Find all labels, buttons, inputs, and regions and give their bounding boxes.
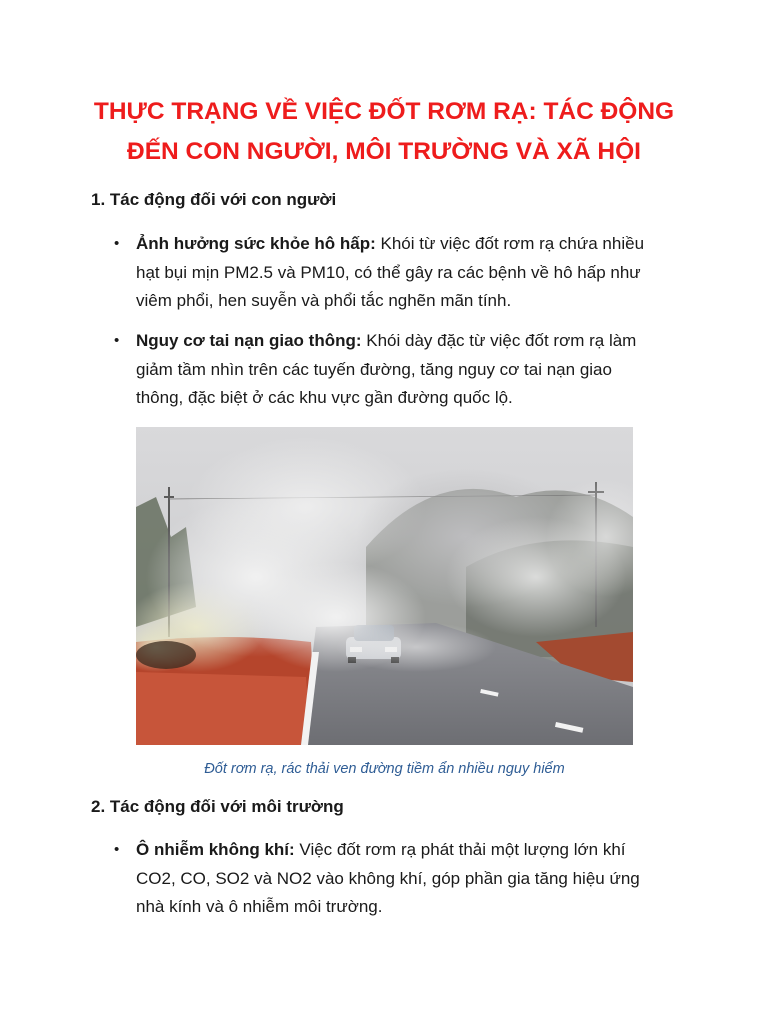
bullet-text-line: Khói từ việc đốt rơm rạ chứa nhiều: [380, 234, 645, 253]
bullet-dot: •: [114, 841, 120, 858]
bullet-dot: •: [114, 235, 120, 252]
smoke-road-photo: [136, 427, 633, 745]
title-line-1: THỰC TRẠNG VỀ VIỆC ĐỐT RƠM RẠ: TÁC ĐỘNG: [93, 98, 675, 125]
bullet-label: Ảnh hưởng sức khỏe hô hấp:: [136, 234, 376, 253]
bullet-text-line: nhà kính và ô nhiễm môi trường.: [136, 897, 383, 916]
bullet-item-traffic-accident: [114, 327, 696, 413]
section-1-heading: 1. Tác động đối với con người: [91, 190, 337, 209]
bullet-text-line: Khói dày đặc từ việc đốt rơm rạ làm: [366, 331, 637, 350]
bullet-text-line: viêm phổi, hen suyễn và phổi tắc nghẽn mãn tính.: [136, 291, 512, 310]
title-line-2: ĐẾN CON NGƯỜI, MÔI TRƯỜNG VÀ XÃ HỘI: [127, 138, 641, 165]
bullet-item-air-pollution: [114, 836, 696, 922]
bullet-item-respiratory-health: [114, 230, 696, 316]
bullet-text-line: thông, đặc biệt ở các khu vực gần đường quốc lộ.: [136, 388, 513, 407]
bullet-label: Nguy cơ tai nạn giao thông:: [136, 331, 362, 350]
bullet-text-line: giảm tầm nhìn trên các tuyến đường, tăng nguy cơ tai nạn giao: [136, 359, 612, 379]
page-title: [60, 92, 708, 172]
bullet-text-line: Việc đốt rơm rạ phát thải một lượng lớn khí: [299, 840, 626, 859]
bullet-text-line: CO2, CO, SO2 và NO2 vào không khí, góp phần gia tăng hiệu ứng: [136, 868, 640, 888]
photo-caption: Đốt rơm rạ, rác thải ven đường tiềm ẩn nhiều nguy hiểm: [204, 761, 565, 777]
bullet-dot: •: [114, 332, 120, 349]
bullet-label: Ô nhiễm không khí:: [136, 840, 295, 859]
section-2-heading: 2. Tác động đối với môi trường: [91, 797, 344, 816]
bullet-text-line: hạt bụi mịn PM2.5 và PM10, có thể gây ra các bệnh về hô hấp như: [136, 262, 641, 282]
